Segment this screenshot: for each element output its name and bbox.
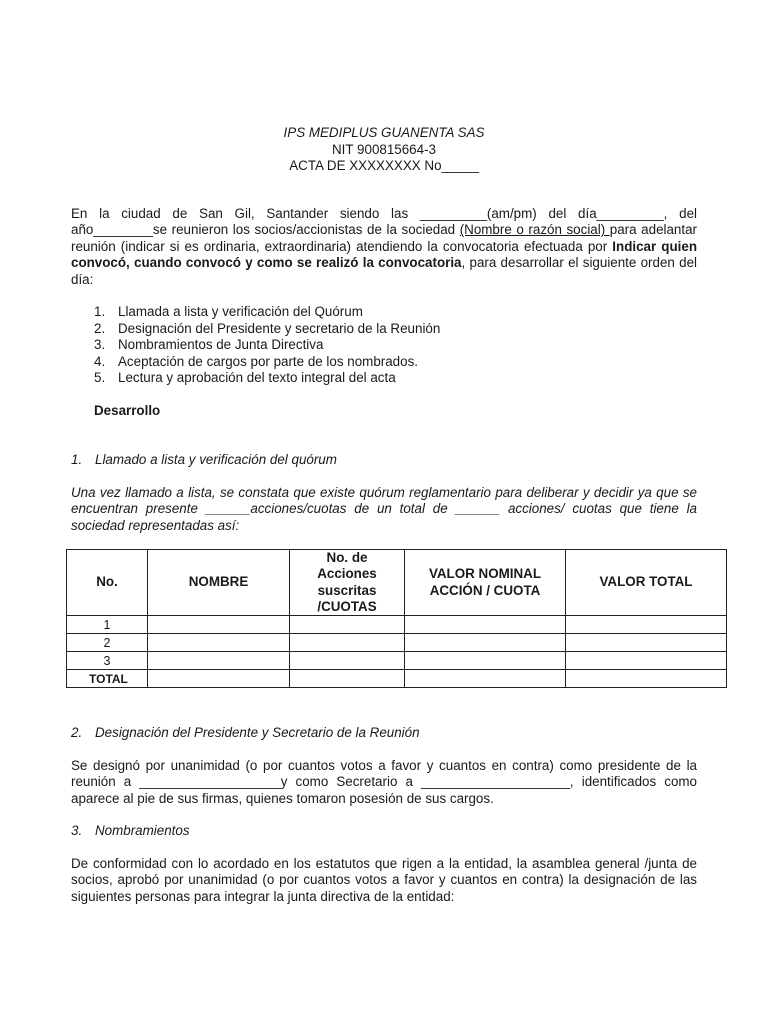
section-3-title [71,823,190,839]
cell-no: 2 [67,634,148,652]
company-nit: NIT 900815664-3 [332,141,436,157]
col-header-nombre: NOMBRE [148,550,290,616]
intro-paragraph [71,206,697,288]
table-row [67,652,727,670]
cell-valor-nominal[interactable] [405,616,566,634]
company-placeholder: (Nombre o razón social) [459,222,610,238]
cell-valor-nominal[interactable] [405,652,566,670]
agenda-item-label: Aceptación de cargos por parte de los nombrados. [118,353,418,369]
cell-acciones[interactable] [290,634,405,652]
section-1-title [71,452,337,468]
section-2-title-text: Designación del Presidente y Secretario de la Reunión [95,725,420,740]
intro-text-1: En la ciudad de San Gil, Santander siendo las _________(am/pm) del día_________, del año________se reunieron los socios/accionistas de la sociedad [71,206,697,238]
cell-valor-nominal[interactable] [405,634,566,652]
agenda-item-number: 3. [94,337,106,352]
table-row [67,616,727,634]
section-1-number: 1. [71,452,83,467]
section-2-title [71,725,420,741]
intro-text-2: para adelantar reunión (indicar si es ordinaria, extraordinaria) atendiendo la convocatoria efectuada por [71,222,698,254]
document-header [0,125,768,175]
agenda-item [71,321,697,338]
quorum-paragraph: Una vez llamado a lista, se constata que existe quórum reglamentario para deliberar y decidir ya que se encuentran presente ______acciones/cuotas de un total de ______ acciones/ cuotas que tiene la sociedad representadas así: [71,485,697,533]
agenda-list [71,304,697,387]
cell-valor-total[interactable] [566,652,727,670]
appointments-paragraph: De conformidad con lo acordado en los estatutos que rigen a la entidad, la asamblea general /junta de socios, aprobó por unanimidad (o por cuantos votos a favor y cuantos en contra) la designación de las siguientes personas para integrar la junta directiva de la entidad: [71,856,697,904]
agenda-item [71,304,697,321]
agenda-item [71,370,697,387]
agenda-item-number: 2. [94,320,106,336]
agenda-item-label: Lectura y aprobación del texto integral del acta [118,370,396,385]
agenda-item-label: Nombramientos de Junta Directiva [118,337,324,352]
shareholders-table [66,549,727,688]
cell-acciones[interactable] [290,652,405,670]
acta-prefix: ACTA DE XXXXXXXX No [289,158,442,173]
col-header-acciones: No. de Acciones suscritas /CUOTAS [290,550,405,616]
section-3-number: 3. [71,823,83,838]
agenda-item [71,337,697,354]
agenda-item-label: Designación del Presidente y secretario de la Reunión [118,320,441,336]
intro-text-3: , para desarrollar el siguiente orden del día: [71,255,697,287]
total-label: TOTAL [67,670,148,688]
table-total-row [67,670,727,688]
acta-title [0,158,768,175]
cell-nombre[interactable] [148,616,290,634]
designation-paragraph: Se designó por unanimidad (o por cuantos votos a favor y cuantos en contra) como presidente de la reunión a ___________________y como Secretario a ____________________, identificados como aparece al pie de sus firmas, quienes tomaron posesión de sus cargos. [71,758,697,806]
cell-nombre[interactable] [148,652,290,670]
agenda-item-number: 4. [94,353,106,369]
total-valor-nominal[interactable] [405,670,566,688]
total-valor-total[interactable] [566,670,727,688]
agenda-item-number: 5. [94,370,106,385]
table-header-row [67,550,727,616]
agenda-item-label: Llamada a lista y verificación del Quórum [118,304,363,319]
cell-valor-total[interactable] [566,616,727,634]
cell-no: 1 [67,616,148,634]
cell-acciones[interactable] [290,616,405,634]
col-header-no: No. [67,550,148,616]
cell-nombre[interactable] [148,634,290,652]
total-nombre [148,670,290,688]
section-1-title-text: Llamado a lista y verificación del quórum [95,452,337,467]
cell-no: 3 [67,652,148,670]
convocatoria-instruction: Indicar quien convocó, cuando convocó y como se realizó la convocatoria [71,238,697,271]
col-header-valor-nominal: VALOR NOMINAL ACCIÓN / CUOTA [405,550,566,616]
section-3-title-text: Nombramientos [95,823,190,838]
section-2-number: 2. [71,725,83,740]
total-acciones[interactable] [290,670,405,688]
cell-valor-total[interactable] [566,634,727,652]
acta-number-blank: _____ [441,158,479,173]
desarrollo-heading: Desarrollo [94,403,161,418]
table-row [67,634,727,652]
agenda-item-number: 1. [94,304,106,319]
agenda-item [71,354,697,371]
col-header-valor-total: VALOR TOTAL [566,550,727,616]
company-name: IPS MEDIPLUS GUANENTA SAS [283,125,485,140]
